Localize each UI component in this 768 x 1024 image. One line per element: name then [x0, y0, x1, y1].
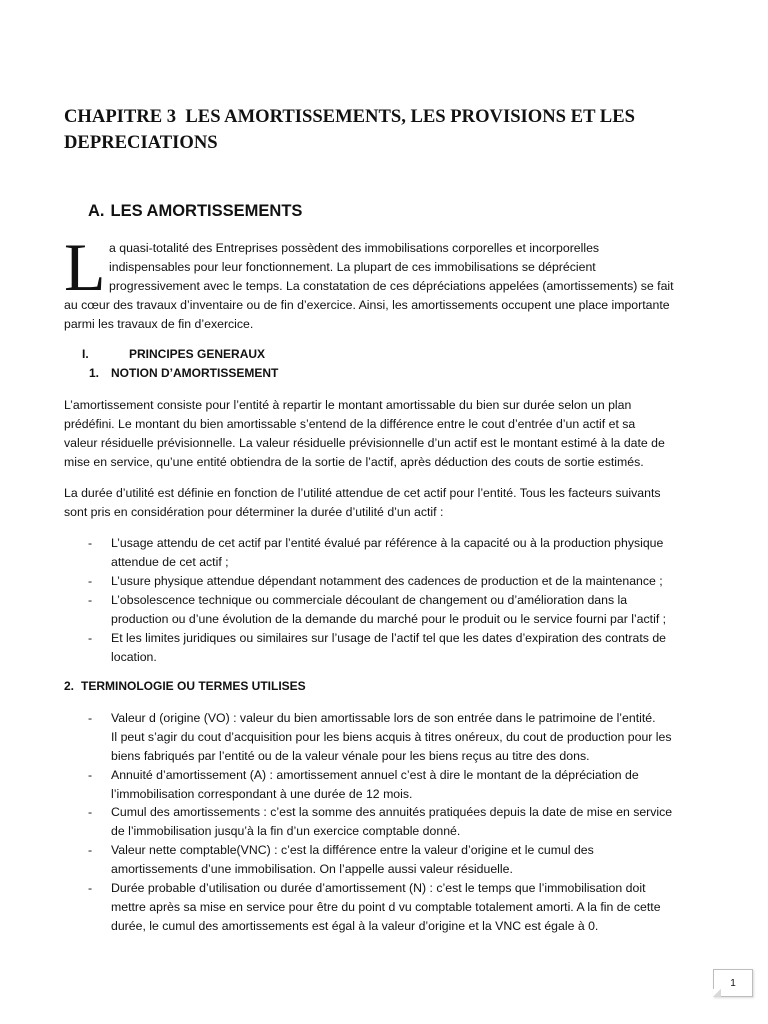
intro-line: a quasi-totalité des Entreprises possèdent des immobilisations corporelles et incorporelles: [109, 241, 600, 255]
drop-cap: L: [64, 229, 106, 305]
paragraph-line: sont pris en considération pour déterminer la durée d’utilité d’un actif :: [64, 505, 444, 519]
list-item-line: Valeur d (origine (VO) : valeur du bien amortissable lors de son entrée dans le patrimoine de l’entité.: [111, 711, 656, 725]
list-item-line: de l’immobilisation jusqu’à la fin d’un exercice comptable donné.: [111, 824, 461, 838]
page-number: 1: [730, 977, 736, 989]
list-item-line: L’usure physique attendue dépendant notamment des cadences de production et de la maintenance ;: [111, 574, 663, 588]
intro-line: parmi les travaux de fin d’exercice.: [64, 317, 254, 331]
section-i-title: PRINCIPES GENERAUX: [129, 347, 266, 361]
paragraph-line: prédéfini. Le montant du bien amortissable s’entend de la différence entre le cout d’entrée d’un actif et sa: [64, 417, 636, 431]
list-item-line: Durée probable d’utilisation ou durée d’amortissement (N) : c’est le temps que l’immobilisation doit: [111, 881, 646, 895]
list-item-line: biens fabriqués par l’entité ou de la valeur vénale pour les biens reçus au titre des dons.: [111, 749, 590, 763]
list-item-line: production ou d’une évolution de la demande du marché pour le produit ou le service fourni par l’actif ;: [111, 612, 667, 626]
list-item-line: l’immobilisation correspondant à une durée de 12 mois.: [111, 787, 413, 801]
section-a-marker: A.: [88, 202, 105, 220]
list-item-line: Cumul des amortissements : c’est la somme des annuités pratiquées depuis la date de mise en service: [111, 805, 673, 819]
section-i-numeral: I.: [82, 347, 89, 361]
section-a-heading: [88, 202, 302, 221]
list-item-line: durée, le cumul des amortissements est égal à la valeur d’origine et la VNC est égale à 0.: [111, 919, 599, 933]
list-dash: -: [88, 768, 93, 782]
section-a-title: LES AMORTISSEMENTS: [110, 202, 303, 220]
page-number-box: [713, 969, 753, 997]
list-dash: -: [88, 843, 93, 857]
intro-line: progressivement avec le temps. La constatation de ces dépréciations appelées (amortissements) se fait: [109, 279, 674, 293]
list-item-line: amortissements d’une immobilisation. On l’appelle aussi valeur résiduelle.: [111, 862, 513, 876]
subsection-2-number: 2.: [64, 679, 75, 693]
paragraph-line: L’amortissement consiste pour l’entité à repartir le montant amortissable du bien sur durée selon un plan: [64, 398, 632, 412]
list-dash: -: [88, 711, 93, 725]
list-dash: -: [88, 536, 93, 550]
intro-line: indispensables pour leur fonctionnement. La plupart de ces immobilisations se déprécient: [109, 260, 596, 274]
list-item-line: attendue de cet actif ;: [111, 555, 229, 569]
subsection-2-title: TERMINOLOGIE OU TERMES UTILISES: [81, 679, 306, 693]
paragraph-line: mise en service, qu’une entité obtiendra de la sortie de l’actif, après déduction des couts de sortie estimés.: [64, 455, 644, 469]
list-dash: -: [88, 593, 93, 607]
list-dash: -: [88, 881, 93, 895]
list-item-line: L’obsolescence technique ou commerciale découlant de changement ou d’amélioration dans la: [111, 593, 628, 607]
paragraph-line: valeur résiduelle prévisionnelle. La valeur résiduelle prévisionnelle d’un actif est le montant estimé à la date de: [64, 436, 665, 450]
list-dash: -: [88, 574, 93, 588]
list-item-line: mettre après sa mise en service pour être du point d vu comptable totalement amorti. A la fin de cette: [111, 900, 661, 914]
list-item-line: Il peut s’agir du cout d’acquisition pour les biens acquis à titres onéreux, du cout de production pour les: [111, 730, 672, 744]
subsection-1-number: 1.: [89, 366, 100, 380]
intro-line: au cœur des travaux d’inventaire ou de fin d’exercice. Ainsi, les amortissements occupent une place importante: [64, 298, 670, 312]
paragraph-line: La durée d’utilité est définie en fonction de l’utilité attendue de cet actif pour l’entité. Tous les facteurs suivants: [64, 486, 661, 500]
list-item-line: L’usage attendu de cet actif par l’entité évalué par référence à la capacité ou à la production physique: [111, 536, 664, 550]
list-item-line: Annuité d’amortissement (A) : amortissement annuel c’est à dire le montant de la dépréciation de: [111, 768, 639, 782]
list-item-line: Et les limites juridiques ou similaires sur l’usage de l’actif tel que les dates d’expiration des contrats de: [111, 631, 666, 645]
list-dash: -: [88, 805, 93, 819]
list-dash: -: [88, 631, 93, 645]
list-item-line: Valeur nette comptable(VNC) : c’est la différence entre la valeur d’origine et le cumul des: [111, 843, 594, 857]
list-item-line: location.: [111, 650, 157, 664]
chapter-title: CHAPITRE 3 LES AMORTISSEMENTS, LES PROVISIONS ET LES DEPRECIATIONS: [64, 106, 640, 153]
subsection-1-title: NOTION D’AMORTISSEMENT: [111, 366, 279, 380]
